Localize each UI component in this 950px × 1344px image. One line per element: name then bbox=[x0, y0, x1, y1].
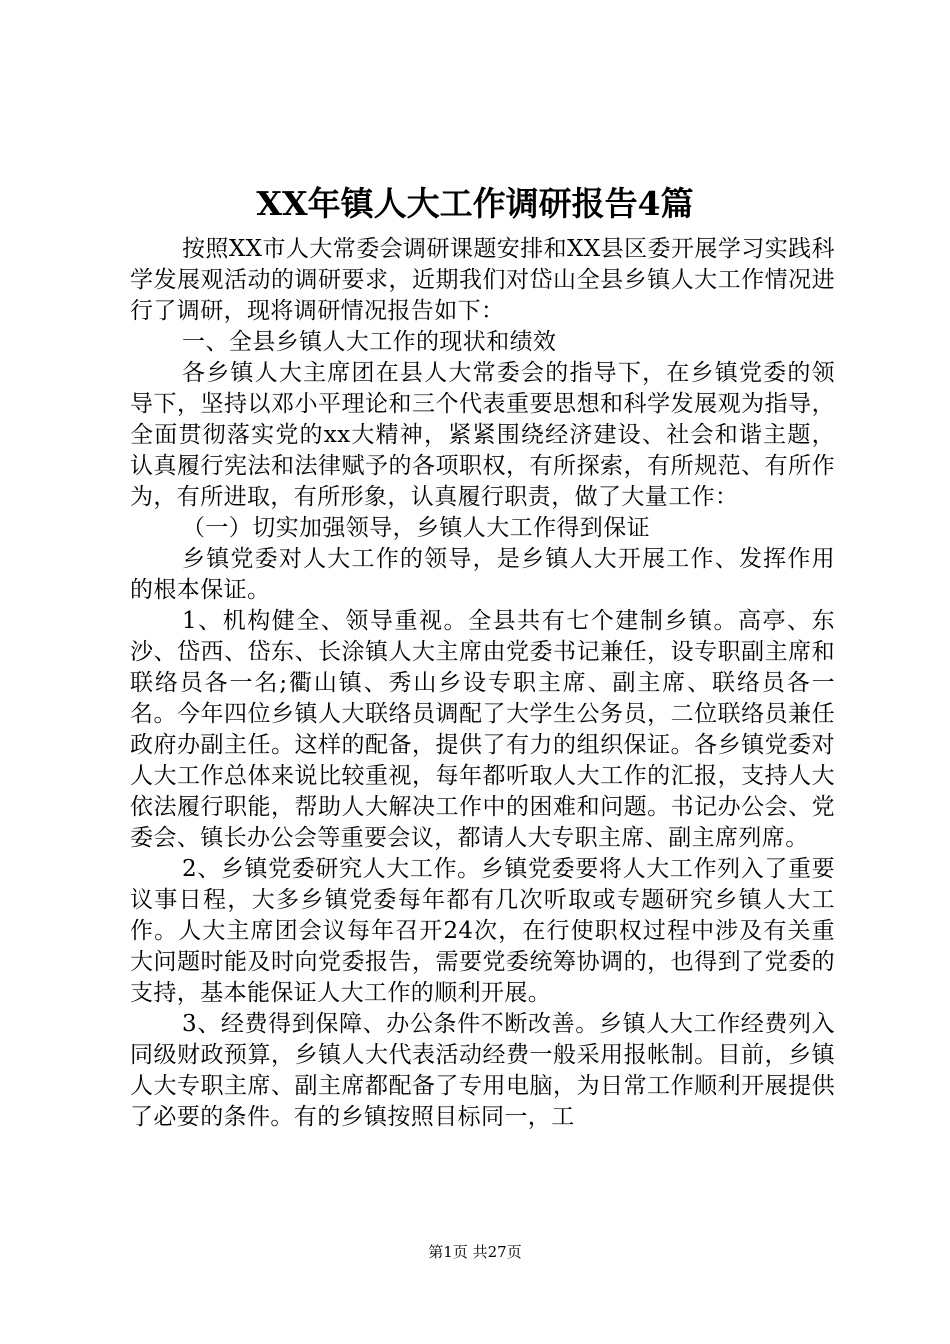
paragraph-intro: 按照XX市人大常委会调研课题安排和XX县区委开展学习实践科学发展观活动的调研要求，近期我们对岱山全县乡镇人大工作情况进行了调研，现将调研情况报告如下： bbox=[130, 236, 835, 324]
paragraph-overview: 各乡镇人大主席团在县人大常委会的指导下，在乡镇党委的领导下，坚持以邓小平理论和三个代表重要思想和科学发展观为指导，全面贯彻落实党的xx大精神，紧紧围绕经济建设、社会和谐主题，认真履行宪法和法律赋予的各项职权，有所探索，有所规范、有所作为，有所进取，有所形象，认真履行职责，做了大量工作： bbox=[130, 360, 835, 510]
page-number-footer: 第1页 共27页 bbox=[428, 1243, 522, 1261]
paragraph-item-3: 3、经费得到保障、办公条件不断改善。乡镇人大工作经费列入同级财政预算，乡镇人大代表活动经费一般采用报帐制。目前，乡镇人大专职主席、副主席都配备了专用电脑，为日常工作顺利开展提供了必要的条件。有的乡镇按照目标同一，工 bbox=[130, 1011, 835, 1130]
subsection-heading-1: （一）切实加强领导，乡镇人大工作得到保证 bbox=[182, 515, 650, 541]
section-heading-1: 一、全县乡镇人大工作的现状和绩效 bbox=[182, 329, 557, 355]
paragraph-item-2: 2、乡镇党委研究人大工作。乡镇党委要将人大工作列入了重要议事日程，大多乡镇党委每年都有几次听取或专题研究乡镇人大工作。人大主席团会议每年召开24次，在行使职权过程中涉及有关重大问题时能及时向党委报告，需要党委统筹协调的，也得到了党委的支持，基本能保证人大工作的顺利开展。 bbox=[130, 856, 835, 1006]
document-body bbox=[130, 234, 835, 1133]
paragraph-leadership: 乡镇党委对人大工作的领导，是乡镇人大开展工作、发挥作用的根本保证。 bbox=[130, 546, 835, 603]
document-title: XX年镇人大工作调研报告4篇 bbox=[256, 184, 694, 223]
paragraph-item-1: 1、机构健全、领导重视。全县共有七个建制乡镇。高亭、东沙、岱西、岱东、长涂镇人大主席由党委书记兼任，设专职副主席和联络员各一名;衢山镇、秀山乡设专职主席、副主席、联络员各一名。今年四位乡镇人大联络员调配了大学生公务员，二位联络员兼任政府办副主任。这样的配备，提供了有力的组织保证。各乡镇党委对人大工作总体来说比较重视，每年都听取人大工作的汇报，支持人大依法履行职能，帮助人大解决工作中的困难和问题。书记办公会、党委会、镇长办公会等重要会议，都请人大专职主席、副主席列席。 bbox=[130, 608, 835, 851]
